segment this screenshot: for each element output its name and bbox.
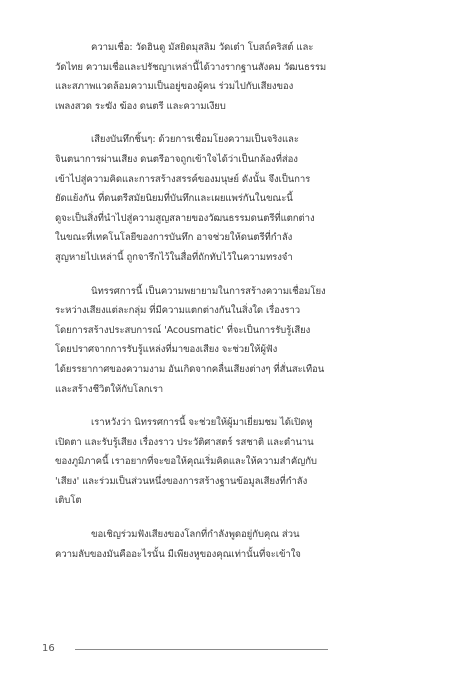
text-line: ความเชื่อ: วัดฮินดู มัสยิดมุสลิม วัดเต๋า โบสถ์คริสต์ และ [91, 42, 314, 53]
text-line: ได้ยรรยากาศของความงาม อันเกิดจากคลื่นเสียงต่างๆ ที่สั่นสะเทือน [55, 363, 325, 375]
paragraph-recordings [55, 130, 388, 267]
text-line: และสร้างชีวิตให้กับโลกเรา [55, 383, 163, 395]
page-footer [42, 641, 332, 657]
text-line: ในขณะที่เทคโนโลยีของการบันทึก อาจช่วยให้ดนตรีที่กำลัง [55, 232, 293, 244]
paragraph-hope [55, 413, 388, 511]
text-line: วัดไทย ความเชื่อและปรัชญาเหล่านี้ได้วางรากฐานสังคม วัฒนธรรม [55, 61, 327, 73]
text-line: เพลงสวด ระฆัง ฆ้อง ดนตรี และความเงียบ [55, 100, 226, 112]
text-line: เปิดตา และรับรู้เสียง เรื่องราว ประวัติศาสตร์ รสชาติ และตำนาน [55, 436, 314, 448]
footer-divider [75, 649, 328, 650]
text-line: เติบโต [55, 495, 82, 507]
text-line: ดูจะเป็นสิ่งที่นำไปสู่ความสูญสลายของวัฒนธรรมดนตรีที่แตกต่าง [55, 212, 315, 224]
text-line: ของภูมิภาคนี้ เราอยากที่จะขอให้คุณเริ่มคิดและให้ความสำคัญกับ [55, 456, 317, 468]
text-line: จินตนาการผ่านเสียง ดนตรีอาจถูกเข้าใจได้ว่าเป็นกล้องที่ส่อง [55, 153, 298, 165]
text-line: ระหว่างเสียงแต่ละกลุ่ม ที่มีความแตกต่างกันในสิ่งใด เรื่องราว [55, 305, 301, 317]
text-line: เราหวังว่า นิทรรศการนี้ จะช่วยให้ผู้มาเยี่ยมชม ได้เปิดหู [91, 417, 313, 429]
text-line: เสียงบันทึกชิ้นๆ: ด้วยการเชื่อมโยงความเป็นจริงและ [91, 134, 299, 146]
text-line: ความลับของมันคืออะไรนั้น มีเพียงหูของคุณเท่านั้นที่จะเข้าใจ [55, 548, 301, 560]
paragraph-exhibition [55, 282, 388, 400]
paragraph-beliefs [55, 38, 388, 116]
body-text [55, 38, 388, 578]
text-line: ยัดแย้งกัน ที่ดนตรีสมัยนิยมที่บันทึกและเผยแพร่กันในขณะนี้ [55, 193, 293, 205]
text-line: และสภาพแวดล้อมความเป็นอยู่ของผู้คน ร่วมไปกับเสียงของ [55, 81, 294, 93]
text-line: 'เสียง' และร่วมเป็นส่วนหนึ่งของการสร้างฐานข้อมูลเสียงที่กำลัง [55, 475, 308, 487]
text-line: ขอเชิญร่วมฟังเสียงของโลกที่กำลังพูดอยู่กับคุณ ส่วน [91, 529, 300, 541]
text-line: เข้าไปสู่ความคิดและการสร้างสรรค์ของมนุษย์ ดังนั้น จึงเป็นการ [55, 173, 311, 185]
paragraph-invitation [55, 525, 388, 564]
text-line: นิทรรศการนี้ เป็นความพยายามในการสร้างความเชื่อมโยง [91, 285, 326, 297]
text-line: โดยการสร้างประสบการณ์ 'Acousmatic' ที่จะเป็นการรับรู้เสียง [55, 324, 311, 336]
text-line: สูญหายไปเหล่านี้ ถูกจารึกไว้ในสื่อที่ถักทับไว้ในความทรงจำ [55, 251, 293, 263]
text-line: โดยปราศจากการรับรู้แหล่งที่มาของเสียง จะช่วยให้ผู้ฟัง [55, 344, 278, 356]
page-number: 16 [42, 643, 55, 654]
